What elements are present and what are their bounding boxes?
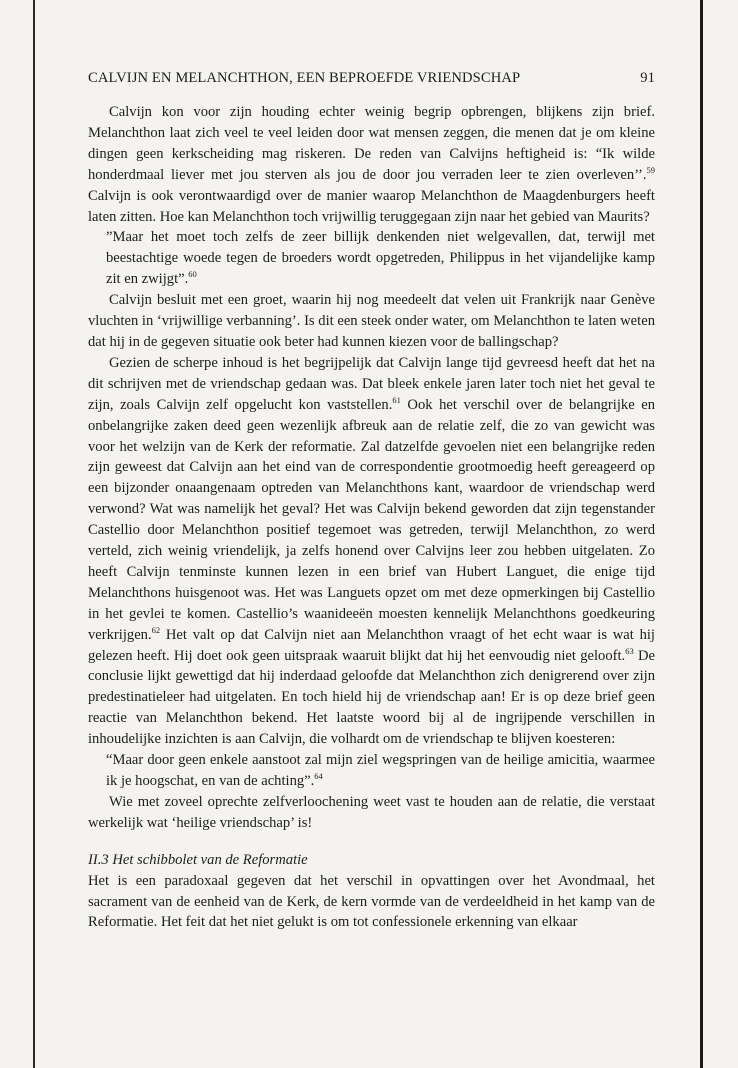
text-run: “Maar door geen enkele aanstoot zal mijn ziel wegspringen van de heilige amicitia, waarmee ik je hoogschat, en van de achting”. xyxy=(106,752,655,789)
text-run: Ook het verschil over de belangrijke en onbelangrijke zaken deed geen wezenlijk afbreuk aan de relatie zelf, die zo van gewicht was voor het welzijn van de Kerk der reformatie. Zal datzelfde gevoelen niet een belangrijke reden zijn geweest dat Calvijn aan het eind van de correspondentie grootmoedig heeft gereageerd op een bijzonder onaangenaam optreden van Melanchthons kant, waardoor de vriendschap werd verwond? Wat was namelijk het geval? Het was Calvijn bekend geworden dat zijn tegenstander Castellio door Melanchthon positief tegemoet was getreden, terwijl Melanchthon, zo werd verteld, zich weinig vriendelijk, ja zelfs honend over Calvijns leer zou hebben uitgelaten. Zo heeft Calvijn tenminste kunnen lezen in een brief van Hubert Languet, die enige tijd Melanchthons huisgenoot was. Het was Languets opzet om met deze opmerkingen bij Castellio in het gevlei te komen. Castellio’s waanideeën moesten kennelijk Melanchthons goedkeuring verkrijgen. xyxy=(88,396,655,643)
book-page xyxy=(88,68,655,933)
page-number: 91 xyxy=(640,70,655,86)
text-run: ”Maar het moet toch zelfs de zeer billijk denkenden niet welgevallen, dat, terwijl met beestachtige woede tegen de broeders wordt opgetreden, Philippus in het vijandelijke kamp zit en zwijgt”. xyxy=(106,229,655,288)
text-run: Calvijn kon voor zijn houding echter weinig begrip opbrengen, blijkens zijn brief. Melanchthon laat zich veel te veel leiden door wat mensen zeggen, die menen dat je om kleine dingen geen kerkscheiding mag riskeren. De reden van Calvijns heftigheid is: “Ik wilde honderdmaal liever met jou sterven als jou de door jou verraden leer te zien overleven’’. xyxy=(88,104,655,183)
paragraph xyxy=(88,102,655,227)
running-header xyxy=(88,68,655,88)
text-run: Wie met zoveel oprechte zelfverloochening weet vast te houden aan de relatie, die verstaat werkelijk wat ‘heilige vriendschap’ is! xyxy=(88,793,655,831)
paragraph xyxy=(88,353,655,750)
footnote-marker: 62 xyxy=(151,624,161,635)
block-quote xyxy=(106,227,655,290)
text-run: Het is een paradoxaal gegeven dat het verschil in opvattingen over het Avondmaal, het sacrament van de eenheid van de Kerk, de kern vormde van de verdeeldheid in het kamp van de Reformatie. Het feit dat het niet gelukt is om tot confessionele erkenning van elkaar xyxy=(88,872,655,931)
paragraph xyxy=(88,871,655,934)
footnote-marker: 64 xyxy=(314,771,323,782)
text-run: Calvijn is ook verontwaardigd over de manier waarop Melanchthon de Maagdenburgers heeft laten zitten. Hoe kan Melanchthon toch vrijwillig teruggegaan zijn naar het gebied van Maurits? xyxy=(88,187,655,225)
text-run: Gezien de scherpe inhoud is het begrijpelijk dat Calvijn lange tijd gevreesd heeft dat het na dit schrijven met de vriendschap gedaan was. Dat bleek enkele jaren later toch niet het geval te zijn, zoals Calvijn zelf opgelucht kon vaststellen. xyxy=(88,354,655,413)
paragraph xyxy=(88,792,655,834)
body-text xyxy=(88,102,655,834)
footnote-marker: 63 xyxy=(625,645,634,656)
running-title: CALVIJN EN MELANCHTHON, EEN BEPROEFDE VRIENDSCHAP xyxy=(88,70,521,86)
block-quote xyxy=(106,750,655,792)
scan-edge-right xyxy=(700,0,703,1068)
scan-edge-left xyxy=(33,0,35,1068)
section-body-text xyxy=(88,871,655,934)
text-run: Het valt op dat Calvijn niet aan Melanchthon vraagt of het echt waar is wat hij gelezen heeft. Hij doet ook geen uitspraak waaruit blijkt dat hij het eenvoudig niet gelooft. xyxy=(88,626,655,664)
footnote-marker: 59 xyxy=(646,164,655,175)
section-heading: II.3 Het schibbolet van de Reformatie xyxy=(88,851,308,868)
text-run: De conclusie lijkt gewettigd dat hij inderdaad geloofde dat Melanchthon zich denigrerend over zijn predestinatieleer had uitgelaten. En toch hield hij de vriendschap aan! Er is op deze brief geen reactie van Melanchthon bekend. Het laatste woord bij al de ingrijpende verschillen in inhoudelijke inzichten is aan Calvijn, die volhardt om de vriendschap te blijven koesteren: xyxy=(88,647,655,748)
text-run: Calvijn besluit met een groet, waarin hij nog meedeelt dat velen uit Frankrijk naar Genève vluchten in ‘vrijwillige verbanning’. Is dit een steek onder water, om Melanchthon te laten weten dat hij in de gegeven situatie ook beter had kunnen kiezen voor de ballingschap? xyxy=(88,292,655,350)
footnote-marker: 60 xyxy=(188,269,197,280)
paragraph xyxy=(88,290,655,353)
footnote-marker: 61 xyxy=(392,394,401,405)
